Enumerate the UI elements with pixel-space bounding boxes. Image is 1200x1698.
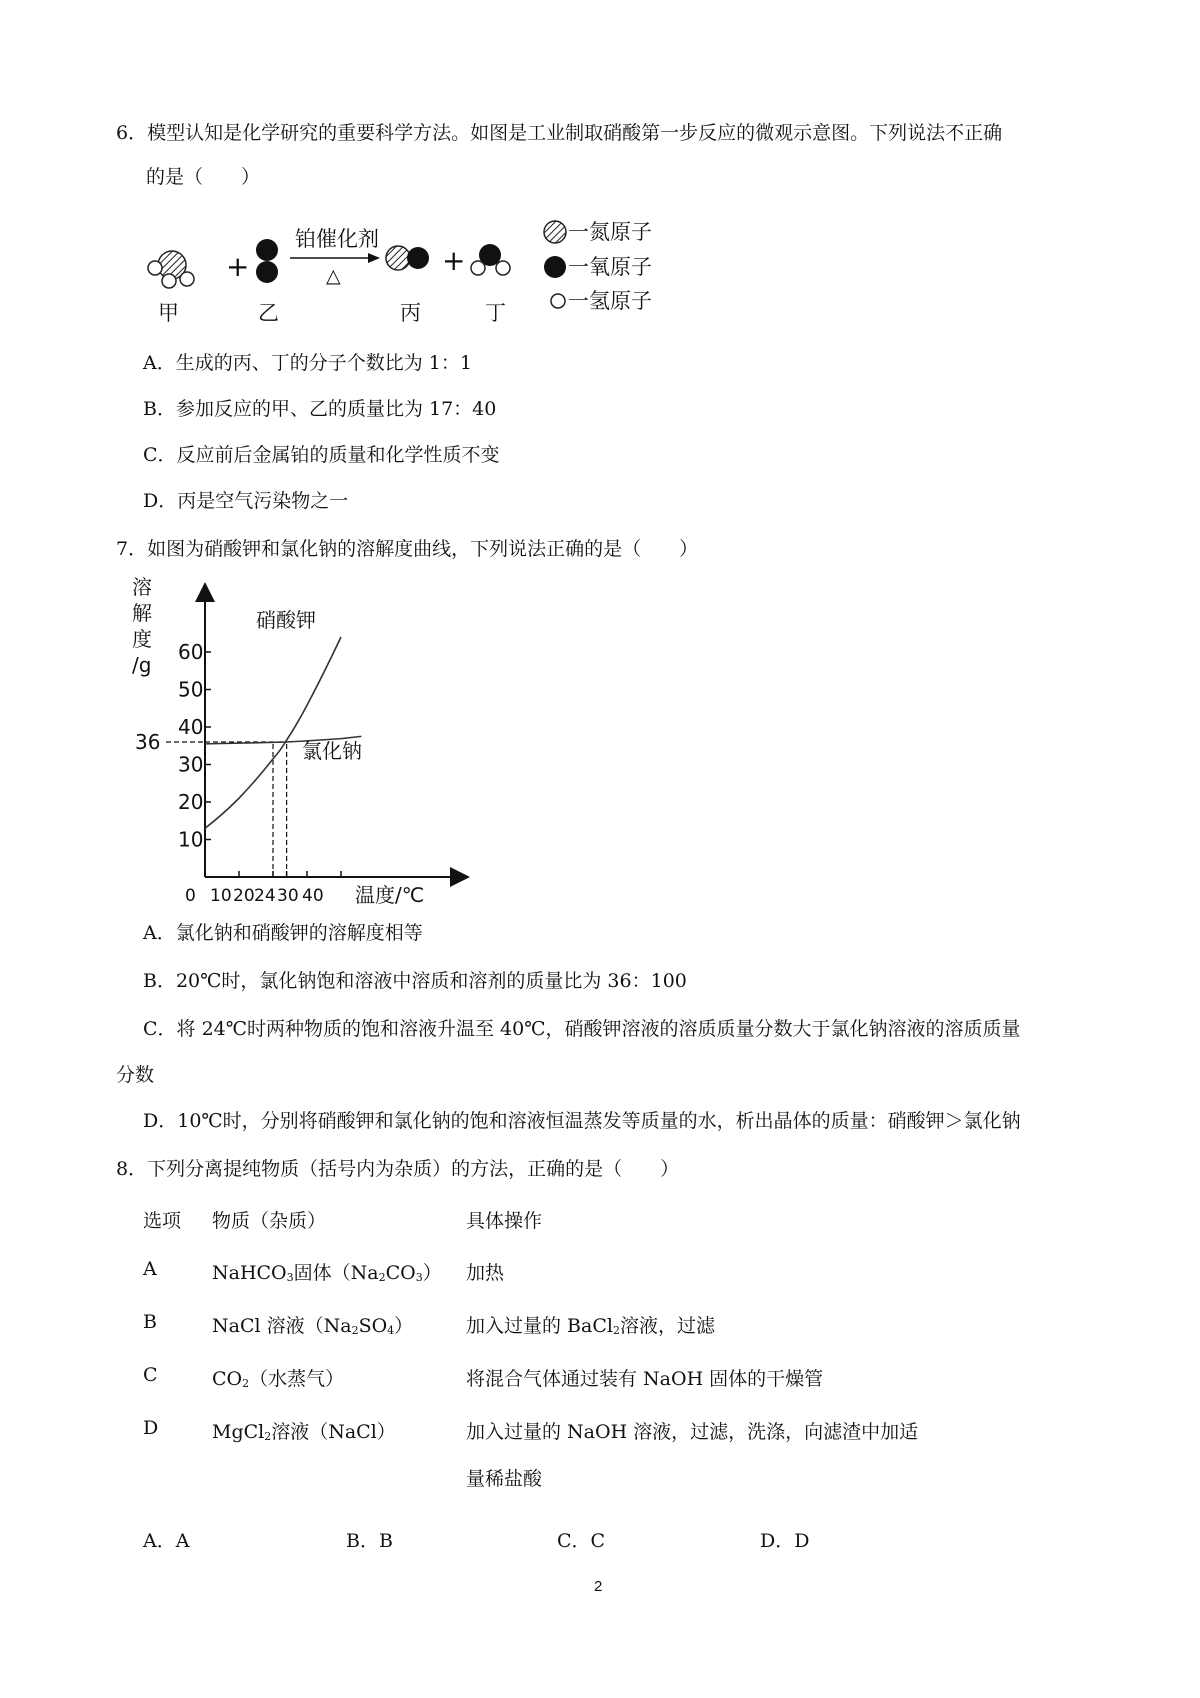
- marked-value-label: 36: [135, 730, 161, 754]
- table-row-b-substance: NaCl 溶液$(Na_2SO_4)$: [212, 1315, 414, 1337]
- y-tick-label: 40: [178, 715, 204, 739]
- y-axis-label-char: 度: [132, 627, 152, 651]
- x-axis-label: 温度/℃: [355, 883, 425, 907]
- plus-sign-1: +: [226, 250, 250, 283]
- arrow-head-icon: [368, 253, 380, 263]
- reaction-diagram: [130, 208, 710, 333]
- legend-hydrogen: [551, 289, 652, 313]
- q6-option-c: C．反应前后金属铂的质量和化学性质不变: [143, 444, 500, 466]
- series-lines: [205, 637, 361, 828]
- table-row-c-operation: 将混合气体通过装有 NaOH 固体的干燥管: [466, 1368, 824, 1390]
- table-row-d-substance: MgCl$_2$溶液（NaCl）: [212, 1421, 396, 1443]
- legend-hydrogen-label: 一氢原子: [568, 289, 652, 313]
- table-row-a-option: A: [143, 1258, 157, 1280]
- table-row-a-operation: 加热: [466, 1262, 505, 1284]
- y-tick-label: 60: [178, 640, 204, 664]
- legend-oxygen-label: 一氧原子: [568, 255, 652, 279]
- q8-choice-d: D．D: [760, 1530, 810, 1552]
- y-axis-label-char: 解: [132, 601, 152, 625]
- table-row-d-operation-line2: 量稀盐酸: [466, 1468, 543, 1490]
- nitrogen-atom-icon: [544, 221, 566, 243]
- x-tick-label: 0: [185, 886, 196, 906]
- table-row-c-substance: $CO_2$（水蒸气）: [212, 1368, 345, 1390]
- q6-option-b: B．参加反应的甲、乙的质量比为 17：40: [143, 398, 497, 420]
- y-tick-label: 20: [178, 790, 204, 814]
- oxygen-atom-icon: [544, 256, 566, 278]
- table-row-b-operation: 加入过量的 BaCl$_2$溶液，过滤: [466, 1315, 715, 1337]
- molecule-ding: [471, 244, 510, 275]
- table-header-operation: 具体操作: [466, 1210, 543, 1232]
- label-ding: 丁: [485, 301, 506, 325]
- table-header-substance: 物质（杂质）: [212, 1210, 327, 1232]
- x-tick-label: 40: [302, 886, 324, 906]
- series-label-kno3: 硝酸钾: [256, 608, 316, 632]
- x-tick-label: 30: [277, 886, 299, 906]
- y-axis-label: [132, 575, 152, 677]
- label-jia: 甲: [158, 301, 179, 325]
- y-tick-label: 30: [178, 752, 204, 777]
- table-row-d-option: D: [143, 1417, 159, 1439]
- label-bing: 丙: [400, 301, 421, 325]
- q7-option-a: A．氯化钠和硝酸钾的溶解度相等: [143, 922, 423, 944]
- x-tick-label: 24: [254, 886, 276, 906]
- table-header-option: 选项: [143, 1210, 182, 1232]
- table-row-d-operation-line1: 加入过量的 NaOH 溶液，过滤，洗涤，向滤渣中加适: [466, 1421, 919, 1443]
- label-yi: 乙: [258, 301, 279, 325]
- x-tick-label: 20: [233, 886, 255, 906]
- axis-ticks: [135, 640, 341, 906]
- y-tick-label: 10: [178, 827, 204, 852]
- q6-stem-line1: 6．模型认知是化学研究的重要科学方法。如图是工业制取硝酸第一步反应的微观示意图。下列说法不正确: [116, 122, 1003, 144]
- catalyst-label: 铂催化剂: [295, 227, 379, 251]
- y-axis-label-char: /g: [132, 653, 152, 677]
- solubility-chart: [130, 572, 470, 907]
- q6-stem-line2: 的是（ ）: [146, 166, 261, 188]
- y-axis-label-char: 溶: [132, 575, 152, 599]
- q6-option-a: A．生成的丙、丁的分子个数比为 1：1: [143, 352, 472, 374]
- legend-oxygen: [544, 255, 652, 279]
- series-line-kno3: [205, 637, 341, 828]
- molecule-jia: [148, 251, 194, 288]
- table-row-a-substance: NaHCO$_3$固体$(Na_2CO_3)$: [212, 1262, 442, 1284]
- q8-choice-b: B．B: [346, 1530, 393, 1552]
- heat-symbol: △: [326, 265, 341, 287]
- hydrogen-atom-icon: [551, 294, 565, 308]
- legend-nitrogen-label: 一氮原子: [568, 220, 652, 244]
- q6-option-d: D．丙是空气污染物之一: [143, 490, 349, 512]
- x-tick-label: 10: [210, 886, 232, 906]
- molecule-bing: [386, 246, 429, 270]
- legend-nitrogen: [544, 220, 652, 244]
- q7-option-c-line2: 分数: [116, 1064, 155, 1086]
- q8-choice-c: C．C: [557, 1530, 606, 1552]
- table-row-c-option: C: [143, 1364, 158, 1386]
- series-label-nacl: 氯化钠: [302, 739, 362, 763]
- q7-option-c-line1: C．将 24℃时两种物质的饱和溶液升温至 40℃，硝酸钾溶液的溶质质量分数大于氯化钠溶液的溶质质量: [143, 1018, 1021, 1040]
- plus-sign-2: +: [442, 244, 466, 277]
- guide-lines: [205, 742, 287, 877]
- q7-stem: 7．如图为硝酸钾和氯化钠的溶解度曲线，下列说法正确的是（ ）: [116, 538, 699, 560]
- y-tick-label: 50: [178, 677, 204, 702]
- q8-stem: 8．下列分离提纯物质（括号内为杂质）的方法，正确的是（ ）: [116, 1158, 680, 1180]
- table-row-b-option: B: [143, 1311, 157, 1333]
- q7-option-b: B．20℃时，氯化钠饱和溶液中溶质和溶剂的质量比为 36：100: [143, 970, 687, 992]
- q7-option-d: D．10℃时，分别将硝酸钾和氯化钠的饱和溶液恒温蒸发等质量的水，析出晶体的质量：硝酸钾＞氯化钠: [143, 1110, 1021, 1132]
- page-number: 2: [594, 1578, 603, 1595]
- q8-choice-a: A．A: [143, 1530, 190, 1552]
- molecule-yi: [256, 239, 278, 283]
